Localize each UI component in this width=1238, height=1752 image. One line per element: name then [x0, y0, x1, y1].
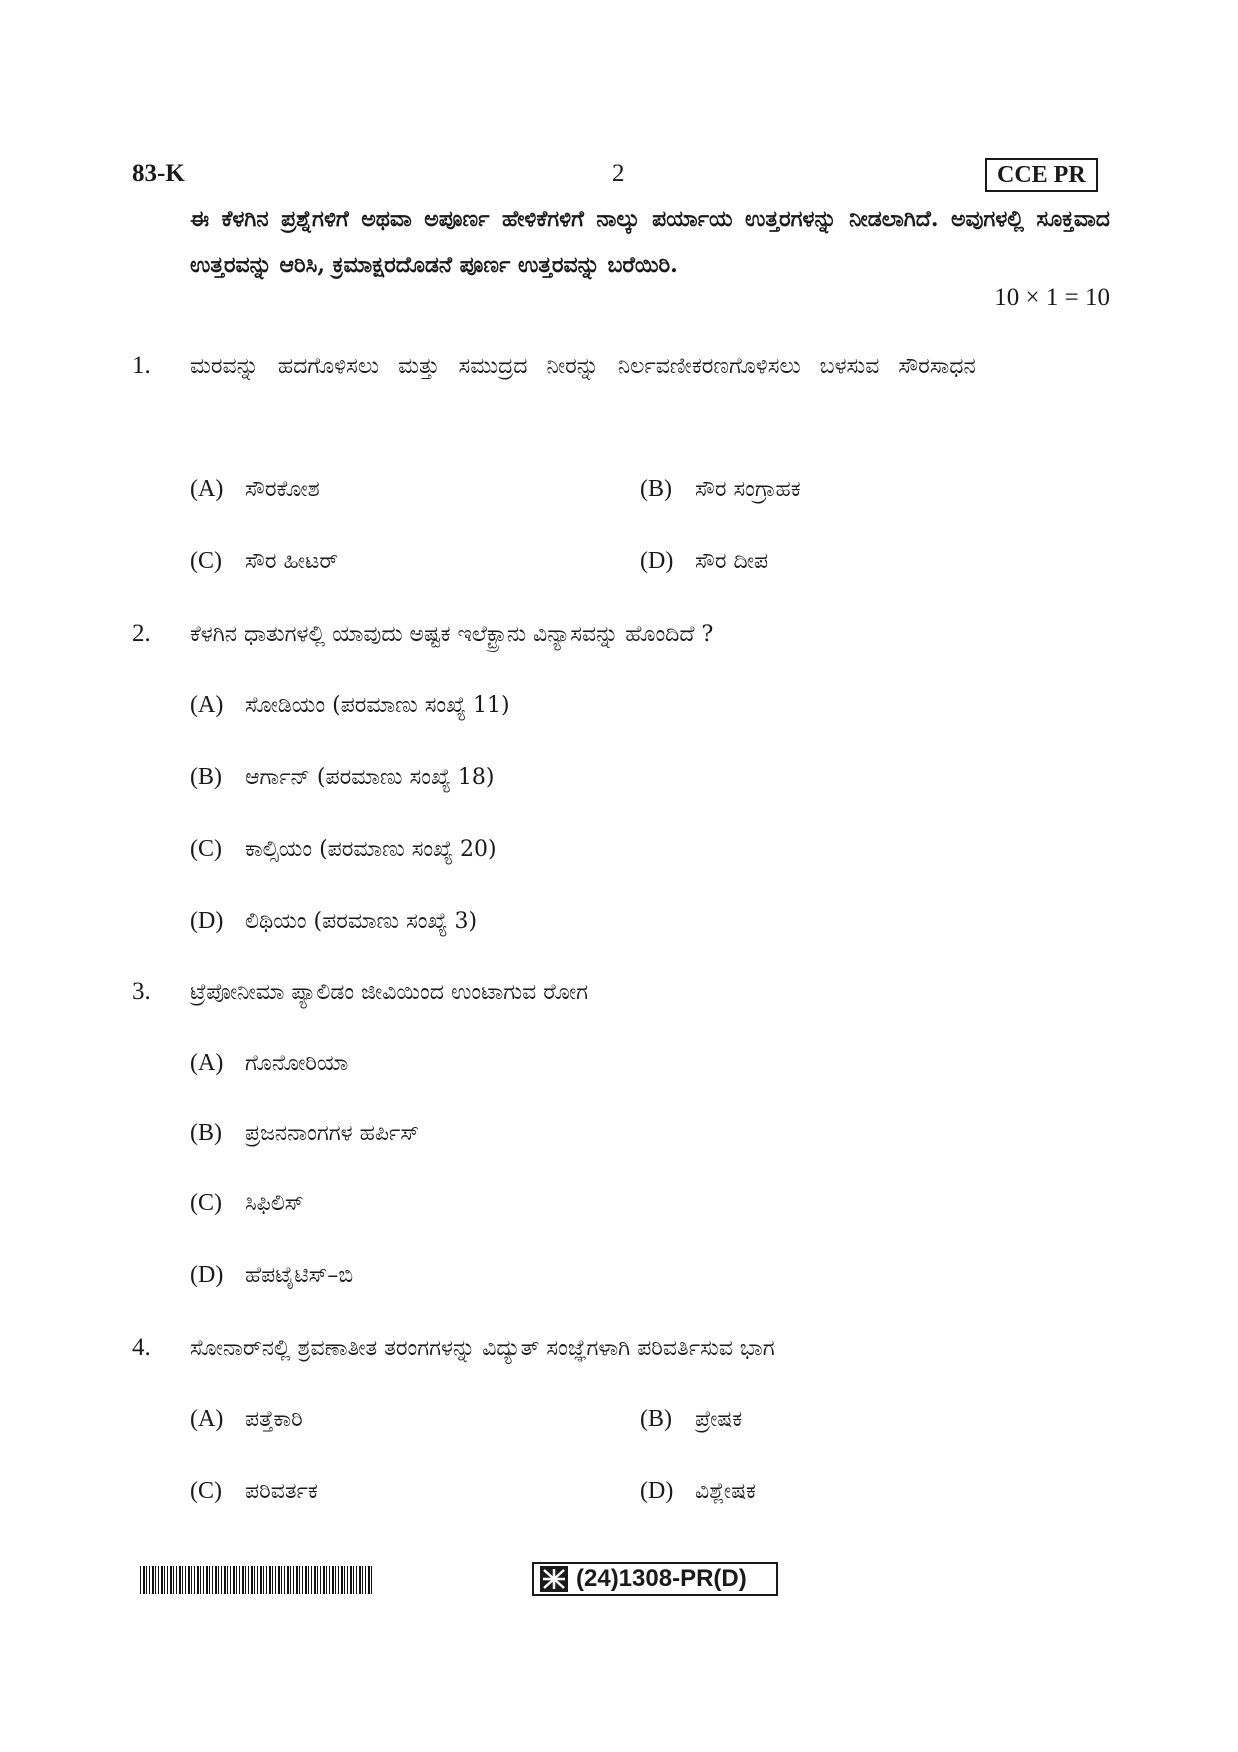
option: [190, 764, 494, 791]
option-label: (C): [190, 836, 222, 862]
question-text: ಕೆಳಗಿನ ಧಾತುಗಳಲ್ಲಿ ಯಾವುದು ಅಷ್ಟಕ ಇಲೆಕ್ಟ್ರಾನು ವಿನ್ಯಾಸವನ್ನು ಹೊಂದಿದೆ ?: [190, 622, 714, 647]
question-number: 3.: [132, 978, 151, 1005]
option-label: (C): [190, 1478, 222, 1504]
option: [640, 548, 768, 575]
option: [190, 1262, 353, 1289]
logo-icon: [540, 1566, 568, 1592]
option: [190, 1050, 348, 1077]
option-text: ಪ್ರೇಷಕ: [695, 1407, 743, 1432]
instructions: ಈ ಕೆಳಗಿನ ಪ್ರಶ್ನೆಗಳಿಗೆ ಅಥವಾ ಅಪೂರ್ಣ ಹೇಳಿಕೆಗಳಿಗೆ ನಾಲ್ಕು ಪರ್ಯಾಯ ಉತ್ತರಗಳನ್ನು ನೀಡಲಾಗಿದೆ. ಅವುಗಳಲ್ಲಿ ಸೂಕ್ತವಾದ ಉತ್ತರವನ್ನು ಆರಿಸಿ, ಕ್ರಮಾಕ್ಷರದೊಡನೆ ಪೂರ್ಣ ಉತ್ತರವನ್ನು ಬರೆಯಿರಿ.: [190, 206, 1110, 278]
option-label: (A): [190, 476, 224, 502]
option: [190, 1406, 303, 1433]
option-text: ಪತ್ತೆಕಾರಿ: [245, 1407, 303, 1432]
option-label: (D): [190, 1262, 224, 1288]
question-number: 4.: [132, 1334, 151, 1361]
option: [640, 1478, 756, 1505]
option-text: ಸೋಡಿಯಂ (ಪರಮಾಣು ಸಂಖ್ಯೆ 11): [245, 693, 510, 718]
question-number: 1.: [132, 352, 151, 379]
footer-paper-code: (24)1308-PR(D): [576, 1565, 747, 1592]
barcode: [140, 1566, 372, 1594]
option: [640, 1406, 742, 1433]
option-text: ಸೌರ ದೀಪ: [695, 549, 769, 574]
option-text: ಲಿಥಿಯಂ (ಪರಮಾಣು ಸಂಖ್ಯೆ 3): [245, 909, 478, 934]
option-text: ಗೊನೋರಿಯಾ: [245, 1051, 349, 1076]
option-label: (C): [190, 548, 222, 574]
option: [190, 548, 338, 575]
option-text: ಹೆಪಟೈಟಿಸ್–ಬಿ: [245, 1263, 354, 1288]
option: [190, 1120, 419, 1147]
option: [190, 692, 510, 719]
footer-code-box: [532, 1562, 778, 1596]
option-label: (A): [190, 1406, 224, 1432]
option: [190, 836, 497, 863]
option-label: (A): [190, 1050, 224, 1076]
option-text: ಕಾಲ್ಸಿಯಂ (ಪರಮಾಣು ಸಂಖ್ಯೆ 20): [245, 837, 497, 862]
option-label: (B): [640, 1406, 672, 1432]
option-text: ಸಿಫಿಲಿಸ್: [245, 1191, 304, 1216]
exam-label-box: CCE PR: [985, 158, 1098, 192]
option-text: ಪ್ರಜನನಾಂಗಗಳ ಹರ್ಪಿಸ್: [245, 1121, 420, 1146]
option-text: ಸೌರಕೋಶ: [245, 477, 320, 502]
question-text: ಮರವನ್ನು ಹದಗೊಳಿಸಲು ಮತ್ತು ಸಮುದ್ರದ ನೀರನ್ನು ನಿರ್ಲವಣೀಕರಣಗೊಳಿಸಲು ಬಳಸುವ ಸೌರಸಾಧನ: [190, 354, 976, 379]
option: [640, 476, 801, 503]
paper-code: 83-K: [132, 160, 185, 187]
option-label: (D): [640, 548, 674, 574]
option-label: (C): [190, 1190, 222, 1216]
option-text: ಸೌರ ಹೀಟರ್: [245, 549, 339, 574]
option-label: (A): [190, 692, 224, 718]
option: [190, 908, 477, 935]
option: [190, 1478, 318, 1505]
option-text: ಸೌರ ಸಂಗ್ರಾಹಕ: [695, 477, 801, 502]
marks-scheme: 10 × 1 = 10: [994, 284, 1110, 311]
option-label: (B): [190, 1120, 222, 1146]
question-text: ಟ್ರೆಪೋನೀಮಾ ಪ್ಯಾಲಿಡಂ ಜೀವಿಯಿಂದ ಉಂಟಾಗುವ ರೋಗ: [190, 980, 589, 1005]
page-number: 2: [612, 160, 625, 187]
option-label: (D): [640, 1478, 674, 1504]
option-label: (D): [190, 908, 224, 934]
option-text: ವಿಶ್ಲೇಷಕ: [695, 1479, 756, 1504]
option-text: ಪರಿವರ್ತಕ: [245, 1479, 318, 1504]
question-number: 2.: [132, 620, 151, 647]
option-label: (B): [640, 476, 672, 502]
question-text: ಸೋನಾರ್‌ನಲ್ಲಿ ಶ್ರವಣಾತೀತ ತರಂಗಗಳನ್ನು ವಿದ್ಯುತ್ ಸಂಜ್ಞೆಗಳಾಗಿ ಪರಿವರ್ತಿಸುವ ಭಾಗ: [190, 1336, 775, 1361]
option-text: ಆರ್ಗಾನ್ (ಪರಮಾಣು ಸಂಖ್ಯೆ 18): [245, 765, 495, 790]
option-label: (B): [190, 764, 222, 790]
option: [190, 1190, 304, 1217]
option: [190, 476, 320, 503]
